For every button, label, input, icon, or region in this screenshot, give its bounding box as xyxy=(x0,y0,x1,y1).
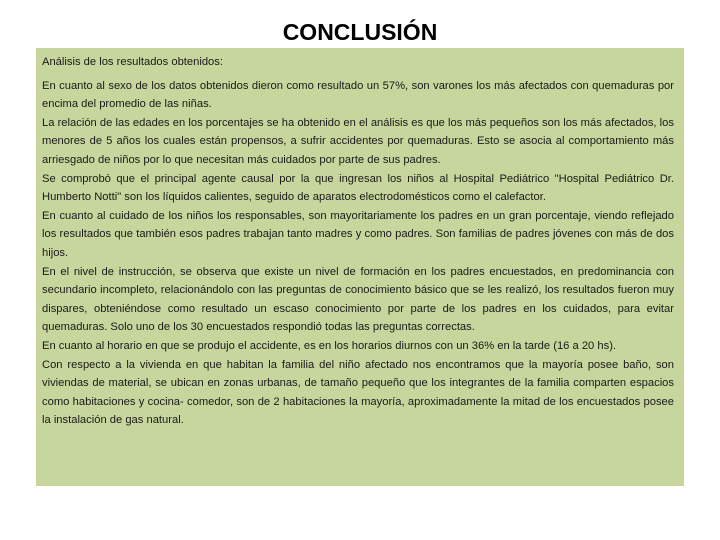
slide-title: CONCLUSIÓN xyxy=(282,19,438,45)
paragraph-sex: En cuanto al sexo de los datos obtenidos dieron como resultado un 57%, son varones los más afectados con quemaduras por encima del promedio de las niñas. xyxy=(42,79,674,111)
paragraph-ages: La relación de las edades en los porcentajes se ha obtenido en el análisis es que los más pequeños son los más afectados, los menores de 5 años los cuales están propensos, a sufrir accidentes por quemaduras. Esto se asocia al comportamiento más arriesgado de niños por lo que necesitan más cuidados por parte de sus padres. xyxy=(42,116,674,166)
paragraph-education: En el nivel de instrucción, se observa que existe un nivel de formación en los padres encuestados, en predominancia con secundario incompleto, relacionándolo con las preguntas de conocimiento básico que se les realizó, los resultados fueron muy dispares, obteniéndose como resultado un escaso conocimiento por parte de los padres en los cuidados, para evitar quemaduras. Solo uno de los 30 encuestados respondió todas las preguntas correctas. xyxy=(42,265,674,334)
paragraph-schedule: En cuanto al horario en que se produjo el accidente, es en los horarios diurnos con un 36% en la tarde (16 a 20 hs). xyxy=(42,339,617,352)
paragraph-intro: Análisis de los resultados obtenidos: xyxy=(42,56,223,68)
paragraph-causal-agent: Se comprobó que el principal agente causal por la que ingresan los niños al Hospital Pediátrico "Hospital Pediátrico Dr. Humberto Notti" son los líquidos calientes, seguido de aparatos electrodomésticos como el calefactor. xyxy=(42,172,674,204)
paragraph-housing: Con respecto a la vivienda en que habitan la familia del niño afectado nos encontramos que la mayoría posee baño, son viviendas de material, se ubican en zonas urbanas, de tamaño pequeño que los integrantes de la familia comparten espacios como habitaciones y cocina- comedor, son de 2 habitaciones la mayoría, aproximadamente la mitad de los encuestados posee la instalación de gas natural. xyxy=(42,358,674,427)
conclusion-text-box xyxy=(36,48,684,486)
paragraph-care: En cuanto al cuidado de los niños los responsables, son mayoritariamente los padres en un gran porcentaje, viendo reflejado los resultados que también esos padres trabajan tanto madres y como padres. Son familias de padres jóvenes con más de dos hijos. xyxy=(42,209,674,259)
